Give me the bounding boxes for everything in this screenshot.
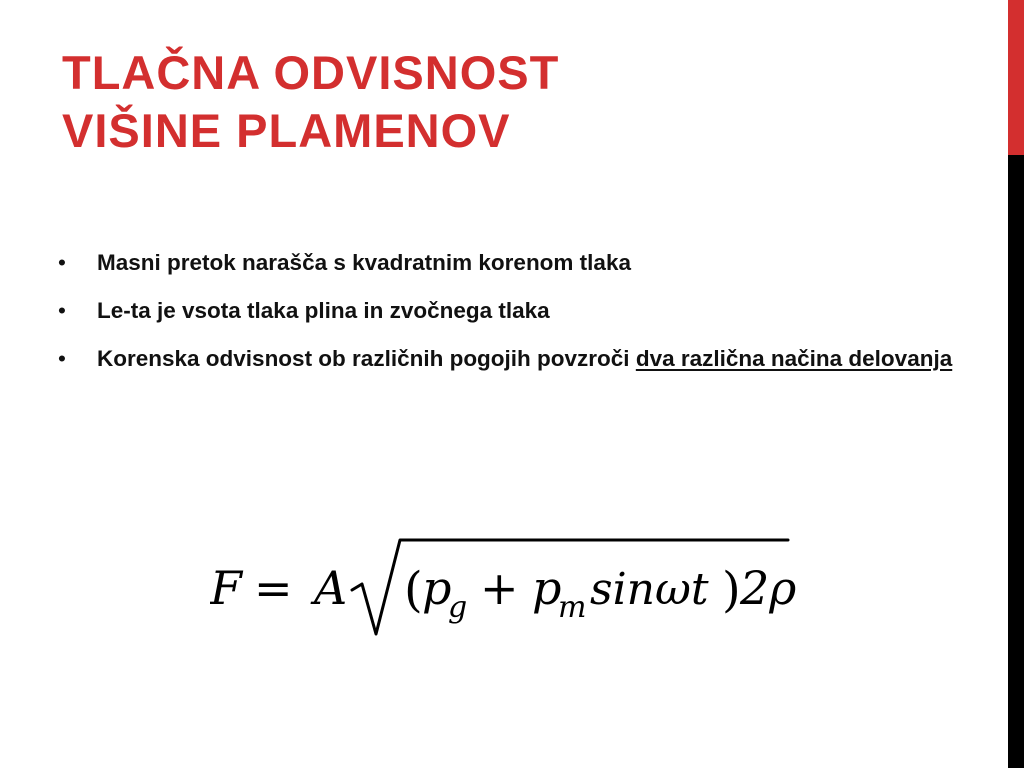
formula-open-paren: ( [404,562,423,618]
formula-svg [210,520,810,650]
formula-tail: 2ρ [740,561,797,615]
formula-sub-m: m [558,590,587,625]
formula-close-paren: ) [722,562,741,618]
formula-sub-g: g [448,590,468,625]
formula-plus: + [480,561,519,615]
bullet-text-underlined: dva različna načina delovanja [635,346,953,371]
bullet-text: Masni pretok narašča s kvadratnim korenom tlaka [97,250,631,275]
title-line-1: TLAČNA ODVISNOST [62,46,560,99]
formula-coef: A [314,561,348,615]
title-line-2: VIŠINE PLAMENOV [62,104,511,157]
edge-accent-black [1008,155,1024,768]
formula-equals: = [254,561,293,615]
edge-accent-red [1008,0,1024,155]
bullet-item-1 [56,246,956,279]
formula-lhs: F [210,561,242,615]
bullet-icon: • [58,250,66,275]
formula [210,520,810,650]
formula-p2: p [532,561,562,615]
formula-p1: p [422,561,452,615]
bullet-icon: • [58,298,66,323]
formula-sin-term: sinωt [590,564,709,615]
bullet-text: Le-ta je vsota tlaka plina in zvočnega tlaka [97,298,550,323]
bullet-text: Korenska odvisnost ob različnih pogojih povzroči [97,346,636,371]
slide-title [62,44,962,160]
bullet-item-2 [56,294,956,327]
bullet-icon: • [58,346,66,371]
bullet-item-3 [56,342,956,375]
bullet-list [56,246,956,390]
